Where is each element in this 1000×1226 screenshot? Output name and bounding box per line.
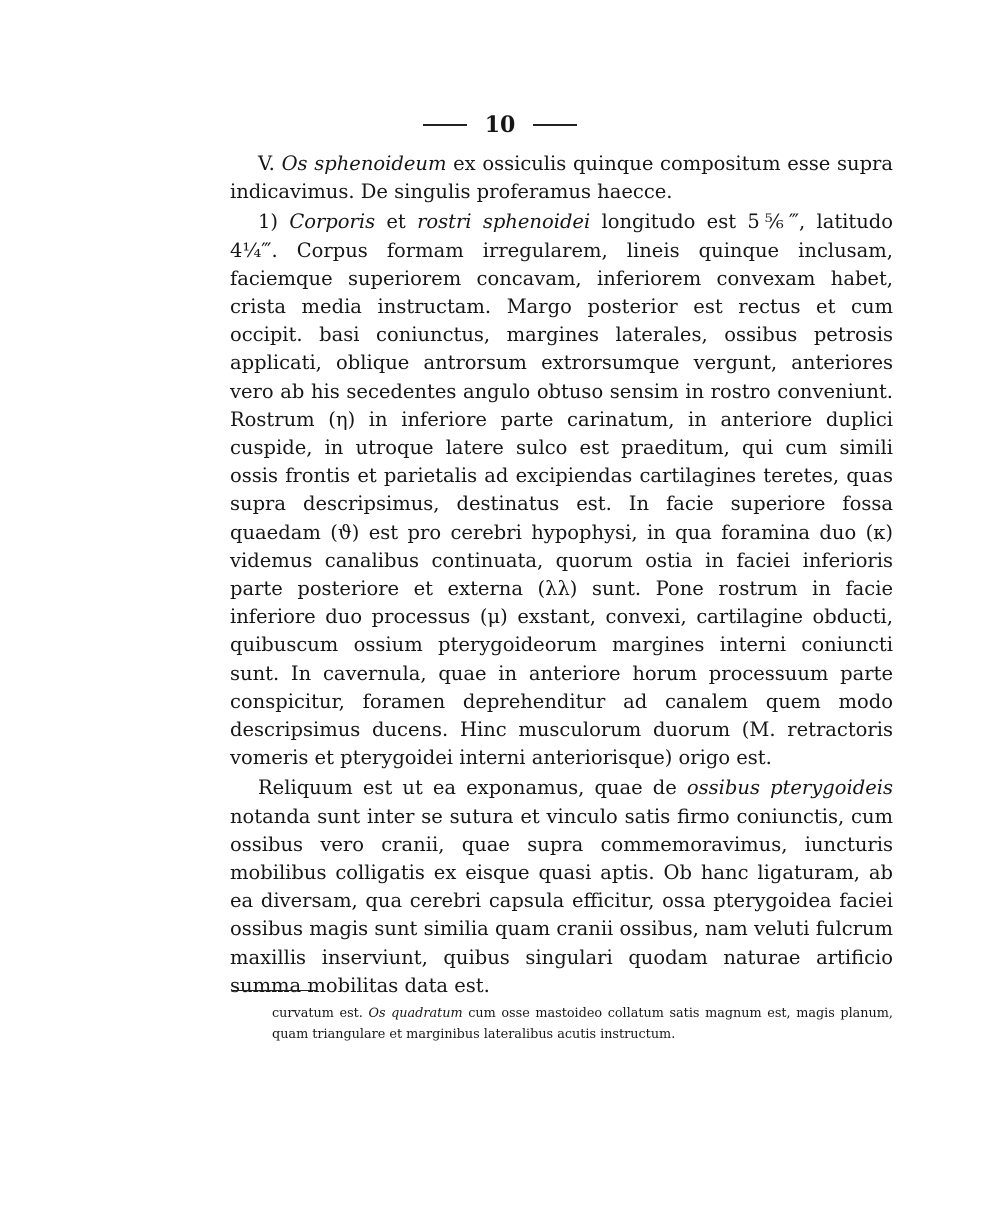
header-rule-left (423, 124, 467, 126)
italic-term: Os sphenoideum (281, 152, 447, 175)
text-segment: cum osse mastoideo collatum satis magnum est, magis planum, quam triangulare et marginibus lateralibus acutis instructum. (272, 1006, 893, 1042)
text-segment: curvatum est. (272, 1006, 369, 1021)
main-text (230, 150, 893, 1000)
footnote-text (272, 1003, 893, 1045)
text-segment: notanda sunt inter se sutura et vinculo satis firmo coniunctis, cum ossibus vero cranii, quae supra commemoravimus, iuncturis mobilibus colligatis ex eisque quasi aptis. Ob hanc ligaturam, ab ea diversam, qua cerebri capsula efficitur, ossa pterygoidea faciei ossibus magis sunt similia quam cranii ossibus, nam veluti fulcrum maxillis inserviunt, quibus singulari quodam naturae artificio summa mobilitas data est. (230, 804, 893, 997)
paragraph-ossa-pterygoidea (230, 774, 893, 1000)
footnote (272, 1003, 893, 1045)
text-segment: V. (258, 152, 282, 175)
paragraph-os-sphenoideum (230, 150, 893, 206)
italic-term: Corporis (289, 210, 376, 234)
text-segment: ex ossiculis quinque compositum esse supra indicavimus. De singulis proferamus haecce. (230, 152, 894, 204)
paragraph-corpus-rostrum (230, 208, 893, 772)
italic-term: rostri sphenoidei (417, 210, 591, 234)
text-segment: et (375, 210, 418, 234)
italic-term: Os quadratum (368, 1006, 463, 1021)
page-header (0, 110, 1000, 140)
page-number: 10 (484, 112, 516, 138)
text-segment: longitudo est 5⅚‴, latitudo 4¼‴. Corpus formam irregularem, lineis quinque inclusam, faciemque superiorem concavam, inferiorem convexam habet, crista media instructam. Margo posterior est rectus et cum occipit. basi coniunctus, margines laterales, ossibus petrosis applicati, oblique antrorsum extrorsumque vergunt, anteriores vero ab his secedentes angulo obtuso sensim in rostro conveniunt. Rostrum (η) in inferiore parte carinatum, in anteriore duplici cuspide, in utroque latere sulco est praeditum, qui cum simili ossis frontis et parietalis ad excipiendas cartilagines teretes, quas supra descripsimus, destinatus est. In facie superiore fossa quaedam (ϑ) est pro cerebri hypophysi, in qua foramina duo (κ) videmus canalibus continuata, quorum ostia in faciei inferioris parte posteriore et externa (λλ) sunt. Pone rostrum in facie inferiore duo processus (μ) exstant, convexi, cartilagine obducti, quibuscum ossium pterygoideorum margines interni coniuncti sunt. In cavernula, quae in anteriore horum processuum parte conspicitur, foramen deprehenditur ad canalem quem modo descripsimus ducens. Hinc musculorum duorum (M. retractoris vomeris et pterygoidei interni anteriorisque) origo est. (230, 210, 894, 770)
text-segment: 1) (258, 210, 290, 234)
italic-term: ossibus pterygoideis (686, 776, 893, 800)
text-segment: Reliquum est ut ea exponamus, quae de (258, 776, 687, 800)
footnote-rule (232, 990, 316, 991)
header-rule-right (533, 124, 577, 126)
